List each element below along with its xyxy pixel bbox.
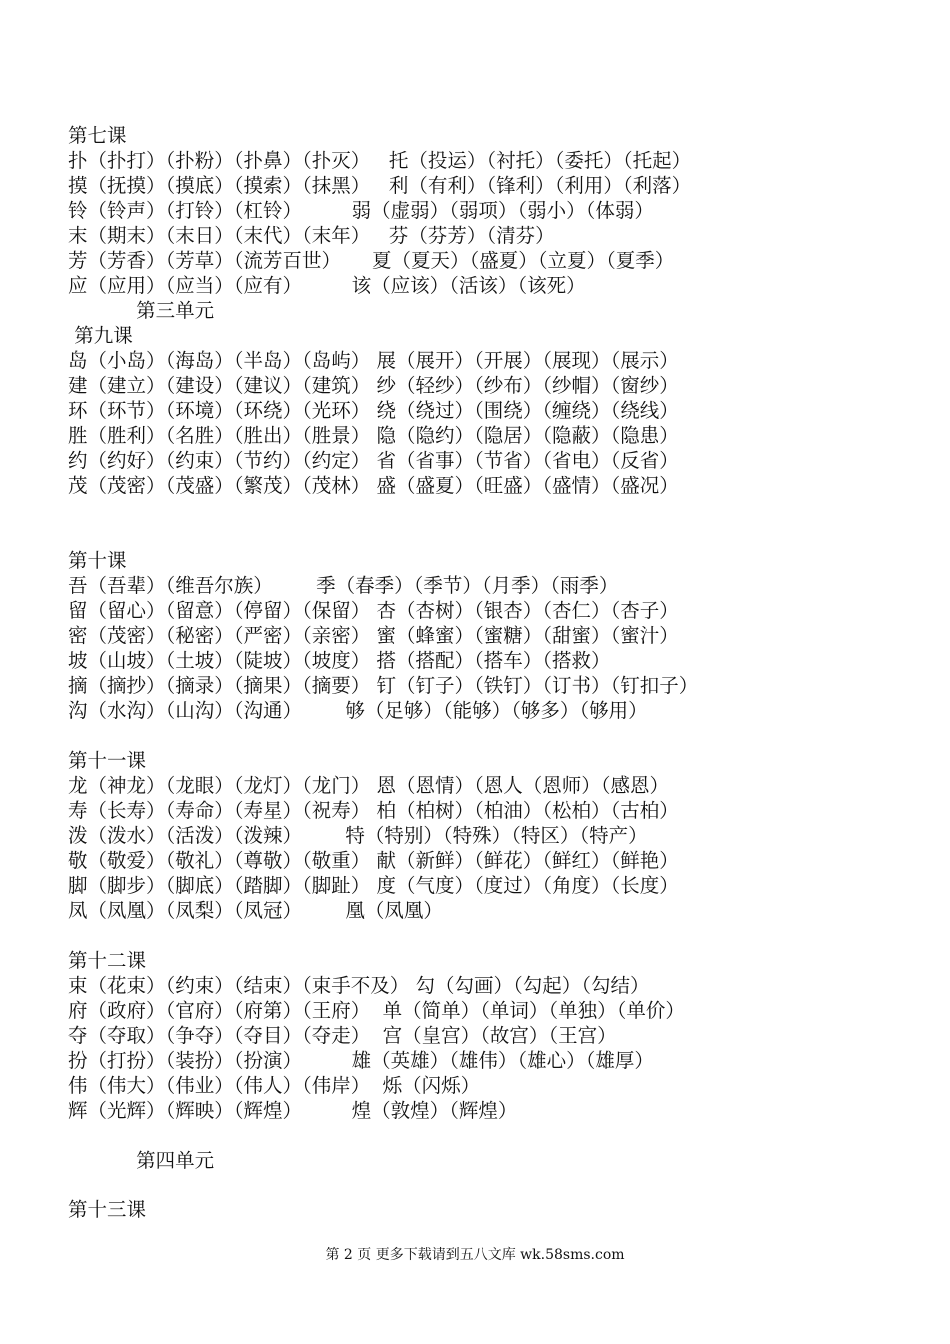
unit-3-heading: 第三单元 — [68, 299, 215, 322]
vocab-line: 摘（摘抄）（摘录）（摘果）（摘要） 钉（钉子）（铁钉）（订书）（钉扣子） — [68, 674, 699, 697]
vocab-line: 留（留心）（留意）（停留）（保留） 杏（杏树）（银杏）（杏仁）（杏子） — [68, 599, 679, 622]
vocab-line: 环（环节）（环境）（环绕）（光环） 绕（绕过）（围绕）（缠绕）（绕线） — [68, 399, 679, 422]
vocab-line: 建（建立）（建设）（建议）（建筑） 纱（轻纱）（纱布）（纱帽）（窗纱） — [68, 374, 679, 397]
vocab-line: 敬（敬爱）（敬礼）（尊敬）（敬重） 献（新鲜）（鲜花）（鲜红）（鲜艳） — [68, 849, 679, 872]
vocab-line: 束（花束）（约束）（结束）（束手不及） 勾（勾画）（勾起）（勾结） — [68, 974, 650, 997]
vocab-line: 脚（脚步）（脚底）（踏脚）（脚趾） 度（气度）（度过）（角度）（长度） — [68, 874, 679, 897]
lesson-9-heading: 第九课 — [68, 324, 133, 347]
vocab-line: 摸（抚摸）（摸底）（摸索）（抹黑） 利（有利）（锋利）（利用）（利落） — [68, 174, 692, 197]
vocab-line: 沟（水沟）（山沟）（沟通） 够（足够）（能够）（够多）（够用） — [68, 699, 648, 722]
vocab-line: 夺（夺取）（争夺）（夺目）（夺走） 宫（皇宫）（故宫）（王宫） — [68, 1024, 617, 1047]
vocab-line: 泼（泼水）（活泼）（泼辣） 特（特别）（特殊）（特区）（特产） — [68, 824, 648, 847]
vocab-line: 寿（长寿）（寿命）（寿星）（祝寿） 柏（柏树）（柏油）（松柏）（古柏） — [68, 799, 679, 822]
vocab-line: 辉（光辉）（辉映）（辉煌） 煌（敦煌）（辉煌） — [68, 1099, 518, 1122]
vocab-line: 坡（山坡）（土坡）（陡坡）（坡度） 搭（搭配）（搭车）（搭救） — [68, 649, 611, 672]
lesson-10-heading: 第十课 — [68, 549, 127, 572]
vocab-line: 约（约好）（约束）（节约）（约定） 省（省事）（节省）（省电）（反省） — [68, 449, 679, 472]
lesson-12-heading: 第十二课 — [68, 949, 147, 972]
vocab-line: 扮（打扮）（装扮）（扮演） 雄（英雄）（雄伟）（雄心）（雄厚） — [68, 1049, 654, 1072]
page-footer: 第 2 页 更多下载请到五八文库 wk.58sms.com — [325, 1247, 625, 1263]
vocab-line: 扑（扑打）（扑粉）（扑鼻）（扑灭） 托（投运）（衬托）（委托）（托起） — [68, 149, 692, 172]
unit-4-heading: 第四单元 — [68, 1149, 215, 1172]
lesson-13-heading: 第十三课 — [68, 1198, 147, 1221]
lesson-11-heading: 第十一课 — [68, 749, 147, 772]
lesson-7-heading: 第七课 — [68, 124, 127, 147]
vocab-line: 龙（神龙）（龙眼）（龙灯）（龙门） 恩（恩情）（恩人（恩师）（感恩） — [68, 774, 669, 797]
vocab-line: 吾（吾辈）（维吾尔族） 季（春季）（季节）（月季）（雨季） — [68, 574, 619, 597]
vocab-line: 应（应用）（应当）（应有） 该（应该）（活该）（该死） — [68, 274, 586, 297]
vocab-line: 凤（凤凰）（凤梨）（凤冠） 凰（凤凰） — [68, 899, 443, 922]
vocab-line: 伟（伟大）（伟业）（伟人）（伟岸） 烁（闪烁） — [68, 1074, 481, 1097]
vocab-line: 末（期末）（末日）（末代）（末年） 芬（芬芳）（清芬） — [68, 224, 555, 247]
vocab-line: 岛（小岛）（海岛）（半岛）（岛屿） 展（展开）（开展）（展现）（展示） — [68, 349, 679, 372]
vocab-line: 芳（芳香）（芳草）（流芳百世） 夏（夏天）（盛夏）（立夏）（夏季） — [68, 249, 675, 272]
vocab-line: 府（政府）（官府）（府第）（王府） 单（简单）（单词）（单独）（单价） — [68, 999, 685, 1022]
vocab-line: 茂（茂密）（茂盛）（繁茂）（茂林） 盛（盛夏）（旺盛）（盛情）（盛况） — [68, 474, 679, 497]
vocab-line: 胜（胜利）（名胜）（胜出）（胜景） 隐（隐约）（隐居）（隐蔽）（隐患） — [68, 424, 679, 447]
vocab-line: 密（茂密）（秘密）（严密）（亲密） 蜜（蜂蜜）（蜜糖）（甜蜜）（蜜汁） — [68, 624, 679, 647]
vocab-line: 铃（铃声）（打铃）（杠铃） 弱（虚弱）（弱项）（弱小）（体弱） — [68, 199, 654, 222]
